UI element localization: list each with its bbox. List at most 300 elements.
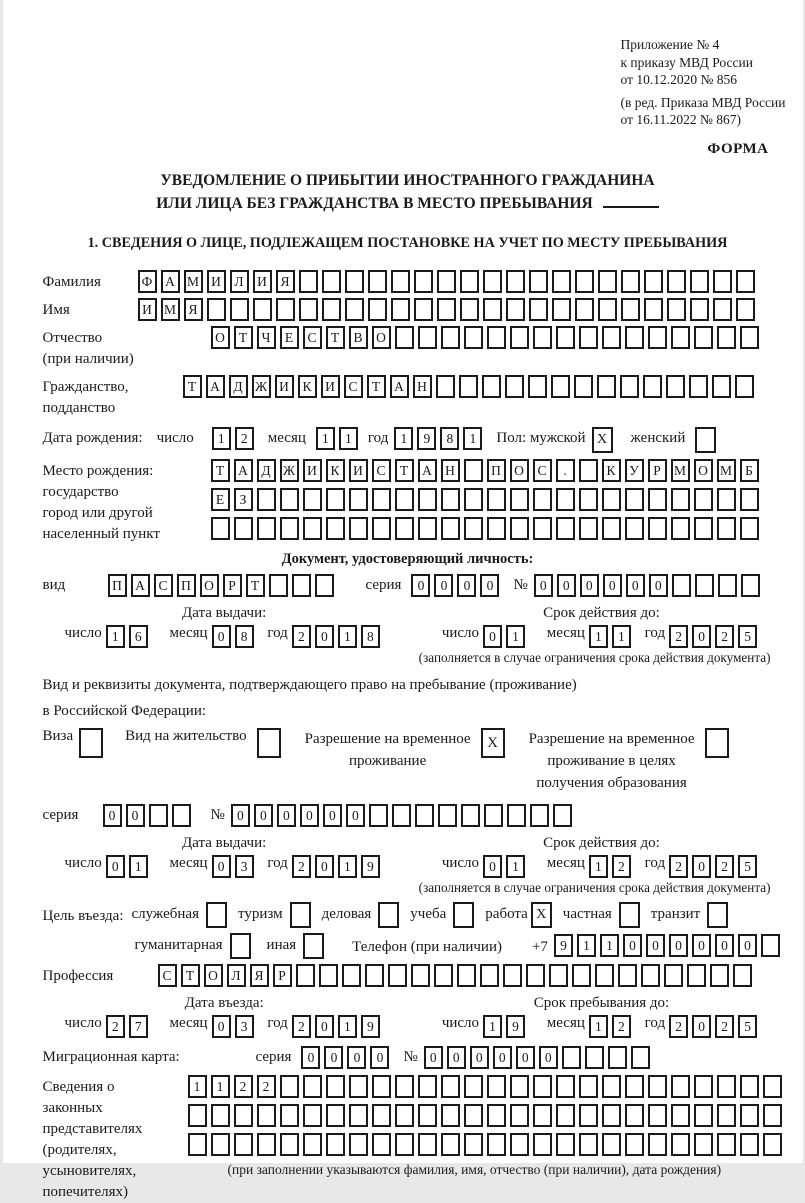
citizenship-cell[interactable]: Т xyxy=(183,375,202,398)
representatives-cell[interactable] xyxy=(464,1075,483,1098)
residence-issued-year-cell[interactable]: 0 xyxy=(315,855,334,878)
birth-place-cell[interactable] xyxy=(349,517,368,540)
patronymic-cell[interactable]: Ч xyxy=(257,326,276,349)
representatives-cell[interactable] xyxy=(280,1104,299,1127)
residence-valid-month-cell[interactable]: 1 xyxy=(589,855,608,878)
doc-kind-cell[interactable]: П xyxy=(108,574,127,597)
representatives-cell[interactable] xyxy=(556,1075,575,1098)
birth-place-cell[interactable] xyxy=(303,488,322,511)
representatives-cell[interactable] xyxy=(441,1104,460,1127)
representatives-cell[interactable] xyxy=(510,1075,529,1098)
birth-place-cell[interactable] xyxy=(556,488,575,511)
representatives-cell[interactable] xyxy=(257,1104,276,1127)
representatives-cell[interactable] xyxy=(510,1133,529,1156)
birth-place-cell[interactable] xyxy=(625,488,644,511)
birth-month-cell[interactable]: 1 xyxy=(316,427,335,450)
doc-kind-cell[interactable]: П xyxy=(177,574,196,597)
firstname-cell[interactable] xyxy=(414,298,433,321)
residence-number-cell[interactable] xyxy=(392,804,411,827)
firstname-cell[interactable] xyxy=(368,298,387,321)
birth-place-cell[interactable] xyxy=(487,488,506,511)
patronymic-cell[interactable] xyxy=(694,326,713,349)
firstname-cell[interactable] xyxy=(690,298,709,321)
doc-kind-cell[interactable]: Т xyxy=(246,574,265,597)
patronymic-cell[interactable] xyxy=(487,326,506,349)
entry-date-year-cell[interactable]: 1 xyxy=(338,1015,357,1038)
representatives-cell[interactable] xyxy=(694,1133,713,1156)
migration-number-cell[interactable]: 0 xyxy=(470,1046,489,1069)
representatives-cell[interactable] xyxy=(326,1104,345,1127)
birth-day-cell[interactable]: 2 xyxy=(235,427,254,450)
patronymic-cell[interactable] xyxy=(625,326,644,349)
representatives-cell[interactable] xyxy=(533,1075,552,1098)
representatives-cell[interactable] xyxy=(372,1075,391,1098)
doc-series-cell[interactable]: 0 xyxy=(457,574,476,597)
purpose-study-checkbox-cell[interactable] xyxy=(453,902,474,928)
doc-number-cell[interactable] xyxy=(741,574,760,597)
firstname-cell[interactable] xyxy=(391,298,410,321)
surname-cell[interactable]: Ф xyxy=(138,270,157,293)
firstname-cell[interactable] xyxy=(322,298,341,321)
patronymic-cell[interactable] xyxy=(418,326,437,349)
patronymic-cell[interactable]: С xyxy=(303,326,322,349)
firstname-cell[interactable] xyxy=(575,298,594,321)
firstname-cell[interactable] xyxy=(529,298,548,321)
citizenship-cell[interactable] xyxy=(689,375,708,398)
representatives-cell[interactable] xyxy=(533,1133,552,1156)
birth-year-cell[interactable]: 9 xyxy=(417,427,436,450)
residence-number-cell[interactable]: 0 xyxy=(323,804,342,827)
representatives-cell[interactable] xyxy=(280,1075,299,1098)
identity-issued-year-cell[interactable]: 8 xyxy=(361,625,380,648)
entry-date-month-cell[interactable]: 3 xyxy=(235,1015,254,1038)
purpose-transit-checkbox-cell[interactable] xyxy=(707,902,728,928)
profession-cell[interactable] xyxy=(733,964,752,987)
profession-cell[interactable] xyxy=(549,964,568,987)
patronymic-cell[interactable] xyxy=(533,326,552,349)
doc-number-cell[interactable]: 0 xyxy=(626,574,645,597)
representatives-cell[interactable] xyxy=(349,1104,368,1127)
surname-cell[interactable]: И xyxy=(207,270,226,293)
birth-place-cell[interactable] xyxy=(648,488,667,511)
birth-place-cell[interactable]: К xyxy=(602,459,621,482)
residence-number-cell[interactable] xyxy=(530,804,549,827)
profession-cell[interactable]: Р xyxy=(273,964,292,987)
residence-valid-year-cell[interactable]: 2 xyxy=(715,855,734,878)
representatives-cell[interactable] xyxy=(510,1104,529,1127)
migration-series-cell[interactable]: 0 xyxy=(370,1046,389,1069)
birth-place-cell[interactable] xyxy=(326,488,345,511)
birth-place-cell[interactable]: С xyxy=(533,459,552,482)
representatives-cell[interactable] xyxy=(395,1133,414,1156)
patronymic-cell[interactable] xyxy=(671,326,690,349)
birth-place-cell[interactable] xyxy=(234,517,253,540)
phone-cell[interactable]: 0 xyxy=(669,934,688,957)
stay-until-year-cell[interactable]: 0 xyxy=(692,1015,711,1038)
entry-date-year-cell[interactable]: 2 xyxy=(292,1015,311,1038)
birth-place-cell[interactable] xyxy=(395,488,414,511)
birth-place-cell[interactable]: О xyxy=(510,459,529,482)
birth-place-cell[interactable] xyxy=(464,517,483,540)
firstname-cell[interactable]: Я xyxy=(184,298,203,321)
representatives-cell[interactable] xyxy=(234,1104,253,1127)
doc-number-cell[interactable]: 0 xyxy=(557,574,576,597)
stay-until-day-cell[interactable]: 1 xyxy=(483,1015,502,1038)
migration-number-cell[interactable] xyxy=(608,1046,627,1069)
migration-series-cell[interactable]: 0 xyxy=(347,1046,366,1069)
phone-cell[interactable]: 1 xyxy=(577,934,596,957)
doc-number-cell[interactable]: 0 xyxy=(580,574,599,597)
representatives-cell[interactable] xyxy=(763,1075,782,1098)
citizenship-cell[interactable] xyxy=(436,375,455,398)
residence-permit-checkbox-cell[interactable] xyxy=(257,728,281,758)
patronymic-cell[interactable] xyxy=(464,326,483,349)
profession-cell[interactable]: Л xyxy=(227,964,246,987)
firstname-cell[interactable]: М xyxy=(161,298,180,321)
surname-cell[interactable] xyxy=(460,270,479,293)
surname-cell[interactable] xyxy=(552,270,571,293)
purpose-other-checkbox-cell[interactable] xyxy=(303,933,324,959)
birth-place-cell[interactable] xyxy=(533,488,552,511)
representatives-cell[interactable] xyxy=(188,1104,207,1127)
residence-number-cell[interactable]: 0 xyxy=(254,804,273,827)
profession-cell[interactable] xyxy=(641,964,660,987)
birth-place-cell[interactable] xyxy=(441,517,460,540)
citizenship-cell[interactable]: Ж xyxy=(252,375,271,398)
residence-number-cell[interactable] xyxy=(369,804,388,827)
birth-day-cell[interactable]: 1 xyxy=(212,427,231,450)
doc-number-cell[interactable]: 0 xyxy=(534,574,553,597)
identity-valid-year-cell[interactable]: 0 xyxy=(692,625,711,648)
representatives-cell[interactable] xyxy=(694,1104,713,1127)
profession-cell[interactable] xyxy=(319,964,338,987)
firstname-cell[interactable] xyxy=(437,298,456,321)
identity-valid-year-cell[interactable]: 2 xyxy=(715,625,734,648)
surname-cell[interactable] xyxy=(667,270,686,293)
citizenship-cell[interactable]: А xyxy=(390,375,409,398)
citizenship-cell[interactable]: Д xyxy=(229,375,248,398)
representatives-cell[interactable]: 1 xyxy=(211,1075,230,1098)
birth-year-cell[interactable]: 8 xyxy=(440,427,459,450)
representatives-cell[interactable] xyxy=(418,1133,437,1156)
representatives-cell[interactable] xyxy=(303,1133,322,1156)
doc-number-cell[interactable] xyxy=(695,574,714,597)
profession-cell[interactable] xyxy=(572,964,591,987)
representatives-cell[interactable] xyxy=(740,1075,759,1098)
profession-cell[interactable]: Т xyxy=(181,964,200,987)
birth-place-cell[interactable] xyxy=(648,517,667,540)
representatives-cell[interactable] xyxy=(648,1133,667,1156)
birth-place-cell[interactable]: О xyxy=(694,459,713,482)
birth-place-cell[interactable]: М xyxy=(717,459,736,482)
migration-series-cell[interactable]: 0 xyxy=(301,1046,320,1069)
birth-place-cell[interactable] xyxy=(372,488,391,511)
representatives-cell[interactable] xyxy=(395,1075,414,1098)
citizenship-cell[interactable] xyxy=(551,375,570,398)
patronymic-cell[interactable]: Е xyxy=(280,326,299,349)
residence-issued-day-cell[interactable]: 0 xyxy=(106,855,125,878)
profession-cell[interactable] xyxy=(457,964,476,987)
representatives-cell[interactable]: 2 xyxy=(257,1075,276,1098)
firstname-cell[interactable] xyxy=(460,298,479,321)
representatives-cell[interactable] xyxy=(602,1104,621,1127)
entry-date-year-cell[interactable]: 0 xyxy=(315,1015,334,1038)
surname-cell[interactable]: И xyxy=(253,270,272,293)
patronymic-cell[interactable] xyxy=(556,326,575,349)
surname-cell[interactable] xyxy=(414,270,433,293)
surname-cell[interactable] xyxy=(437,270,456,293)
birth-place-cell[interactable] xyxy=(464,459,483,482)
birth-place-cell[interactable] xyxy=(694,517,713,540)
birth-place-cell[interactable] xyxy=(579,517,598,540)
doc-series-cell[interactable]: 0 xyxy=(434,574,453,597)
migration-number-cell[interactable]: 0 xyxy=(539,1046,558,1069)
birth-place-cell[interactable] xyxy=(740,517,759,540)
birth-place-cell[interactable] xyxy=(740,488,759,511)
representatives-cell[interactable] xyxy=(303,1075,322,1098)
profession-cell[interactable] xyxy=(503,964,522,987)
birth-place-cell[interactable]: Н xyxy=(441,459,460,482)
identity-issued-day-cell[interactable]: 6 xyxy=(129,625,148,648)
birth-year-cell[interactable]: 1 xyxy=(463,427,482,450)
male-checkbox-cell[interactable]: X xyxy=(592,427,613,453)
doc-number-cell[interactable] xyxy=(672,574,691,597)
surname-cell[interactable] xyxy=(575,270,594,293)
firstname-cell[interactable] xyxy=(299,298,318,321)
birth-place-cell[interactable]: К xyxy=(326,459,345,482)
citizenship-cell[interactable]: И xyxy=(275,375,294,398)
identity-valid-day-cell[interactable]: 0 xyxy=(483,625,502,648)
profession-cell[interactable] xyxy=(710,964,729,987)
representatives-cell[interactable] xyxy=(464,1104,483,1127)
birth-place-cell[interactable]: Д xyxy=(257,459,276,482)
representatives-cell[interactable] xyxy=(602,1133,621,1156)
doc-kind-cell[interactable]: А xyxy=(131,574,150,597)
entry-date-day-cell[interactable]: 2 xyxy=(106,1015,125,1038)
profession-cell[interactable] xyxy=(388,964,407,987)
representatives-cell[interactable] xyxy=(211,1133,230,1156)
entry-date-day-cell[interactable]: 7 xyxy=(129,1015,148,1038)
stay-until-year-cell[interactable]: 2 xyxy=(669,1015,688,1038)
residence-number-cell[interactable]: 0 xyxy=(346,804,365,827)
representatives-cell[interactable] xyxy=(487,1104,506,1127)
birth-place-cell[interactable] xyxy=(395,517,414,540)
birth-place-cell[interactable]: Б xyxy=(740,459,759,482)
residence-issued-month-cell[interactable]: 3 xyxy=(235,855,254,878)
birth-place-cell[interactable] xyxy=(257,488,276,511)
residence-number-cell[interactable]: 0 xyxy=(231,804,250,827)
migration-number-cell[interactable] xyxy=(562,1046,581,1069)
surname-cell[interactable] xyxy=(483,270,502,293)
surname-cell[interactable]: М xyxy=(184,270,203,293)
representatives-cell[interactable] xyxy=(579,1075,598,1098)
representatives-cell[interactable] xyxy=(763,1133,782,1156)
birth-place-cell[interactable] xyxy=(326,517,345,540)
residence-number-cell[interactable] xyxy=(461,804,480,827)
surname-cell[interactable]: Л xyxy=(230,270,249,293)
doc-kind-cell[interactable]: С xyxy=(154,574,173,597)
birth-place-cell[interactable] xyxy=(280,517,299,540)
residence-number-cell[interactable] xyxy=(507,804,526,827)
identity-issued-year-cell[interactable]: 1 xyxy=(338,625,357,648)
doc-kind-cell[interactable]: Р xyxy=(223,574,242,597)
representatives-cell[interactable] xyxy=(211,1104,230,1127)
residence-number-cell[interactable]: 0 xyxy=(277,804,296,827)
birth-place-cell[interactable] xyxy=(671,488,690,511)
profession-cell[interactable] xyxy=(595,964,614,987)
identity-valid-month-cell[interactable]: 1 xyxy=(612,625,631,648)
surname-cell[interactable]: Я xyxy=(276,270,295,293)
profession-cell[interactable] xyxy=(480,964,499,987)
representatives-cell[interactable] xyxy=(441,1133,460,1156)
citizenship-cell[interactable] xyxy=(505,375,524,398)
residence-number-cell[interactable] xyxy=(415,804,434,827)
representatives-cell[interactable] xyxy=(234,1133,253,1156)
profession-cell[interactable]: Я xyxy=(250,964,269,987)
representatives-cell[interactable] xyxy=(740,1133,759,1156)
birth-place-cell[interactable] xyxy=(257,517,276,540)
birth-place-cell[interactable]: Ж xyxy=(280,459,299,482)
citizenship-cell[interactable] xyxy=(643,375,662,398)
birth-place-cell[interactable]: Т xyxy=(395,459,414,482)
surname-cell[interactable] xyxy=(690,270,709,293)
birth-place-cell[interactable] xyxy=(579,488,598,511)
citizenship-cell[interactable]: Н xyxy=(413,375,432,398)
patronymic-cell[interactable] xyxy=(648,326,667,349)
citizenship-cell[interactable]: С xyxy=(344,375,363,398)
phone-cell[interactable]: 1 xyxy=(600,934,619,957)
residence-series-cell[interactable]: 0 xyxy=(103,804,122,827)
birth-place-cell[interactable] xyxy=(602,517,621,540)
representatives-cell[interactable] xyxy=(487,1075,506,1098)
phone-cell[interactable]: 0 xyxy=(692,934,711,957)
residence-series-cell[interactable]: 0 xyxy=(126,804,145,827)
stay-until-day-cell[interactable]: 9 xyxy=(506,1015,525,1038)
birth-place-cell[interactable] xyxy=(717,488,736,511)
citizenship-cell[interactable]: К xyxy=(298,375,317,398)
residence-valid-year-cell[interactable]: 0 xyxy=(692,855,711,878)
representatives-cell[interactable] xyxy=(648,1075,667,1098)
representatives-cell[interactable] xyxy=(533,1104,552,1127)
profession-cell[interactable] xyxy=(434,964,453,987)
profession-cell[interactable] xyxy=(687,964,706,987)
doc-kind-cell[interactable] xyxy=(292,574,311,597)
birth-place-cell[interactable]: А xyxy=(418,459,437,482)
purpose-private-checkbox-cell[interactable] xyxy=(619,902,640,928)
representatives-cell[interactable] xyxy=(694,1075,713,1098)
patronymic-cell[interactable]: В xyxy=(349,326,368,349)
firstname-cell[interactable] xyxy=(644,298,663,321)
representatives-cell[interactable] xyxy=(349,1075,368,1098)
representatives-cell[interactable] xyxy=(464,1133,483,1156)
citizenship-cell[interactable] xyxy=(574,375,593,398)
residence-number-cell[interactable]: 0 xyxy=(300,804,319,827)
profession-cell[interactable] xyxy=(342,964,361,987)
birth-place-cell[interactable] xyxy=(602,488,621,511)
surname-cell[interactable] xyxy=(391,270,410,293)
firstname-cell[interactable] xyxy=(253,298,272,321)
representatives-cell[interactable] xyxy=(579,1133,598,1156)
surname-cell[interactable] xyxy=(713,270,732,293)
birth-place-cell[interactable] xyxy=(211,517,230,540)
firstname-cell[interactable] xyxy=(230,298,249,321)
surname-cell[interactable] xyxy=(529,270,548,293)
identity-valid-month-cell[interactable]: 1 xyxy=(589,625,608,648)
patronymic-cell[interactable] xyxy=(510,326,529,349)
residence-series-cell[interactable] xyxy=(149,804,168,827)
firstname-cell[interactable] xyxy=(345,298,364,321)
surname-cell[interactable] xyxy=(736,270,755,293)
firstname-cell[interactable] xyxy=(207,298,226,321)
representatives-cell[interactable] xyxy=(602,1075,621,1098)
identity-valid-day-cell[interactable]: 1 xyxy=(506,625,525,648)
surname-cell[interactable] xyxy=(506,270,525,293)
profession-cell[interactable] xyxy=(296,964,315,987)
firstname-cell[interactable] xyxy=(713,298,732,321)
surname-cell[interactable] xyxy=(644,270,663,293)
residence-issued-day-cell[interactable]: 1 xyxy=(129,855,148,878)
citizenship-cell[interactable] xyxy=(482,375,501,398)
representatives-cell[interactable] xyxy=(625,1075,644,1098)
residence-issued-year-cell[interactable]: 2 xyxy=(292,855,311,878)
representatives-cell[interactable] xyxy=(671,1104,690,1127)
representatives-cell[interactable] xyxy=(717,1075,736,1098)
representatives-cell[interactable] xyxy=(740,1104,759,1127)
purpose-business-checkbox-cell[interactable] xyxy=(206,902,227,928)
residence-number-cell[interactable] xyxy=(484,804,503,827)
birth-place-cell[interactable] xyxy=(694,488,713,511)
citizenship-cell[interactable] xyxy=(597,375,616,398)
birth-place-cell[interactable] xyxy=(487,517,506,540)
profession-cell[interactable] xyxy=(526,964,545,987)
temp-residence-checkbox-cell[interactable]: X xyxy=(481,728,505,758)
phone-cell[interactable]: 0 xyxy=(738,934,757,957)
firstname-cell[interactable] xyxy=(667,298,686,321)
birth-place-cell[interactable] xyxy=(510,488,529,511)
firstname-cell[interactable] xyxy=(276,298,295,321)
residence-issued-month-cell[interactable]: 0 xyxy=(212,855,231,878)
patronymic-cell[interactable] xyxy=(740,326,759,349)
patronymic-cell[interactable] xyxy=(395,326,414,349)
purpose-tourism-checkbox-cell[interactable] xyxy=(290,902,311,928)
patronymic-cell[interactable] xyxy=(579,326,598,349)
doc-kind-cell[interactable] xyxy=(315,574,334,597)
representatives-cell[interactable] xyxy=(717,1133,736,1156)
birth-place-cell[interactable]: М xyxy=(671,459,690,482)
representatives-cell[interactable] xyxy=(625,1133,644,1156)
representatives-cell[interactable] xyxy=(671,1133,690,1156)
stay-until-year-cell[interactable]: 5 xyxy=(738,1015,757,1038)
firstname-cell[interactable] xyxy=(621,298,640,321)
citizenship-cell[interactable]: И xyxy=(321,375,340,398)
profession-cell[interactable] xyxy=(618,964,637,987)
profession-cell[interactable] xyxy=(365,964,384,987)
patronymic-cell[interactable]: Т xyxy=(234,326,253,349)
citizenship-cell[interactable]: А xyxy=(206,375,225,398)
birth-place-cell[interactable] xyxy=(303,517,322,540)
representatives-cell[interactable] xyxy=(395,1104,414,1127)
doc-number-cell[interactable] xyxy=(718,574,737,597)
firstname-cell[interactable] xyxy=(598,298,617,321)
residence-valid-month-cell[interactable]: 2 xyxy=(612,855,631,878)
purpose-commercial-checkbox-cell[interactable] xyxy=(378,902,399,928)
patronymic-cell[interactable]: Т xyxy=(326,326,345,349)
purpose-work-checkbox-cell[interactable]: X xyxy=(531,902,552,928)
citizenship-cell[interactable] xyxy=(735,375,754,398)
profession-cell[interactable]: О xyxy=(204,964,223,987)
identity-issued-month-cell[interactable]: 8 xyxy=(235,625,254,648)
profession-cell[interactable] xyxy=(411,964,430,987)
